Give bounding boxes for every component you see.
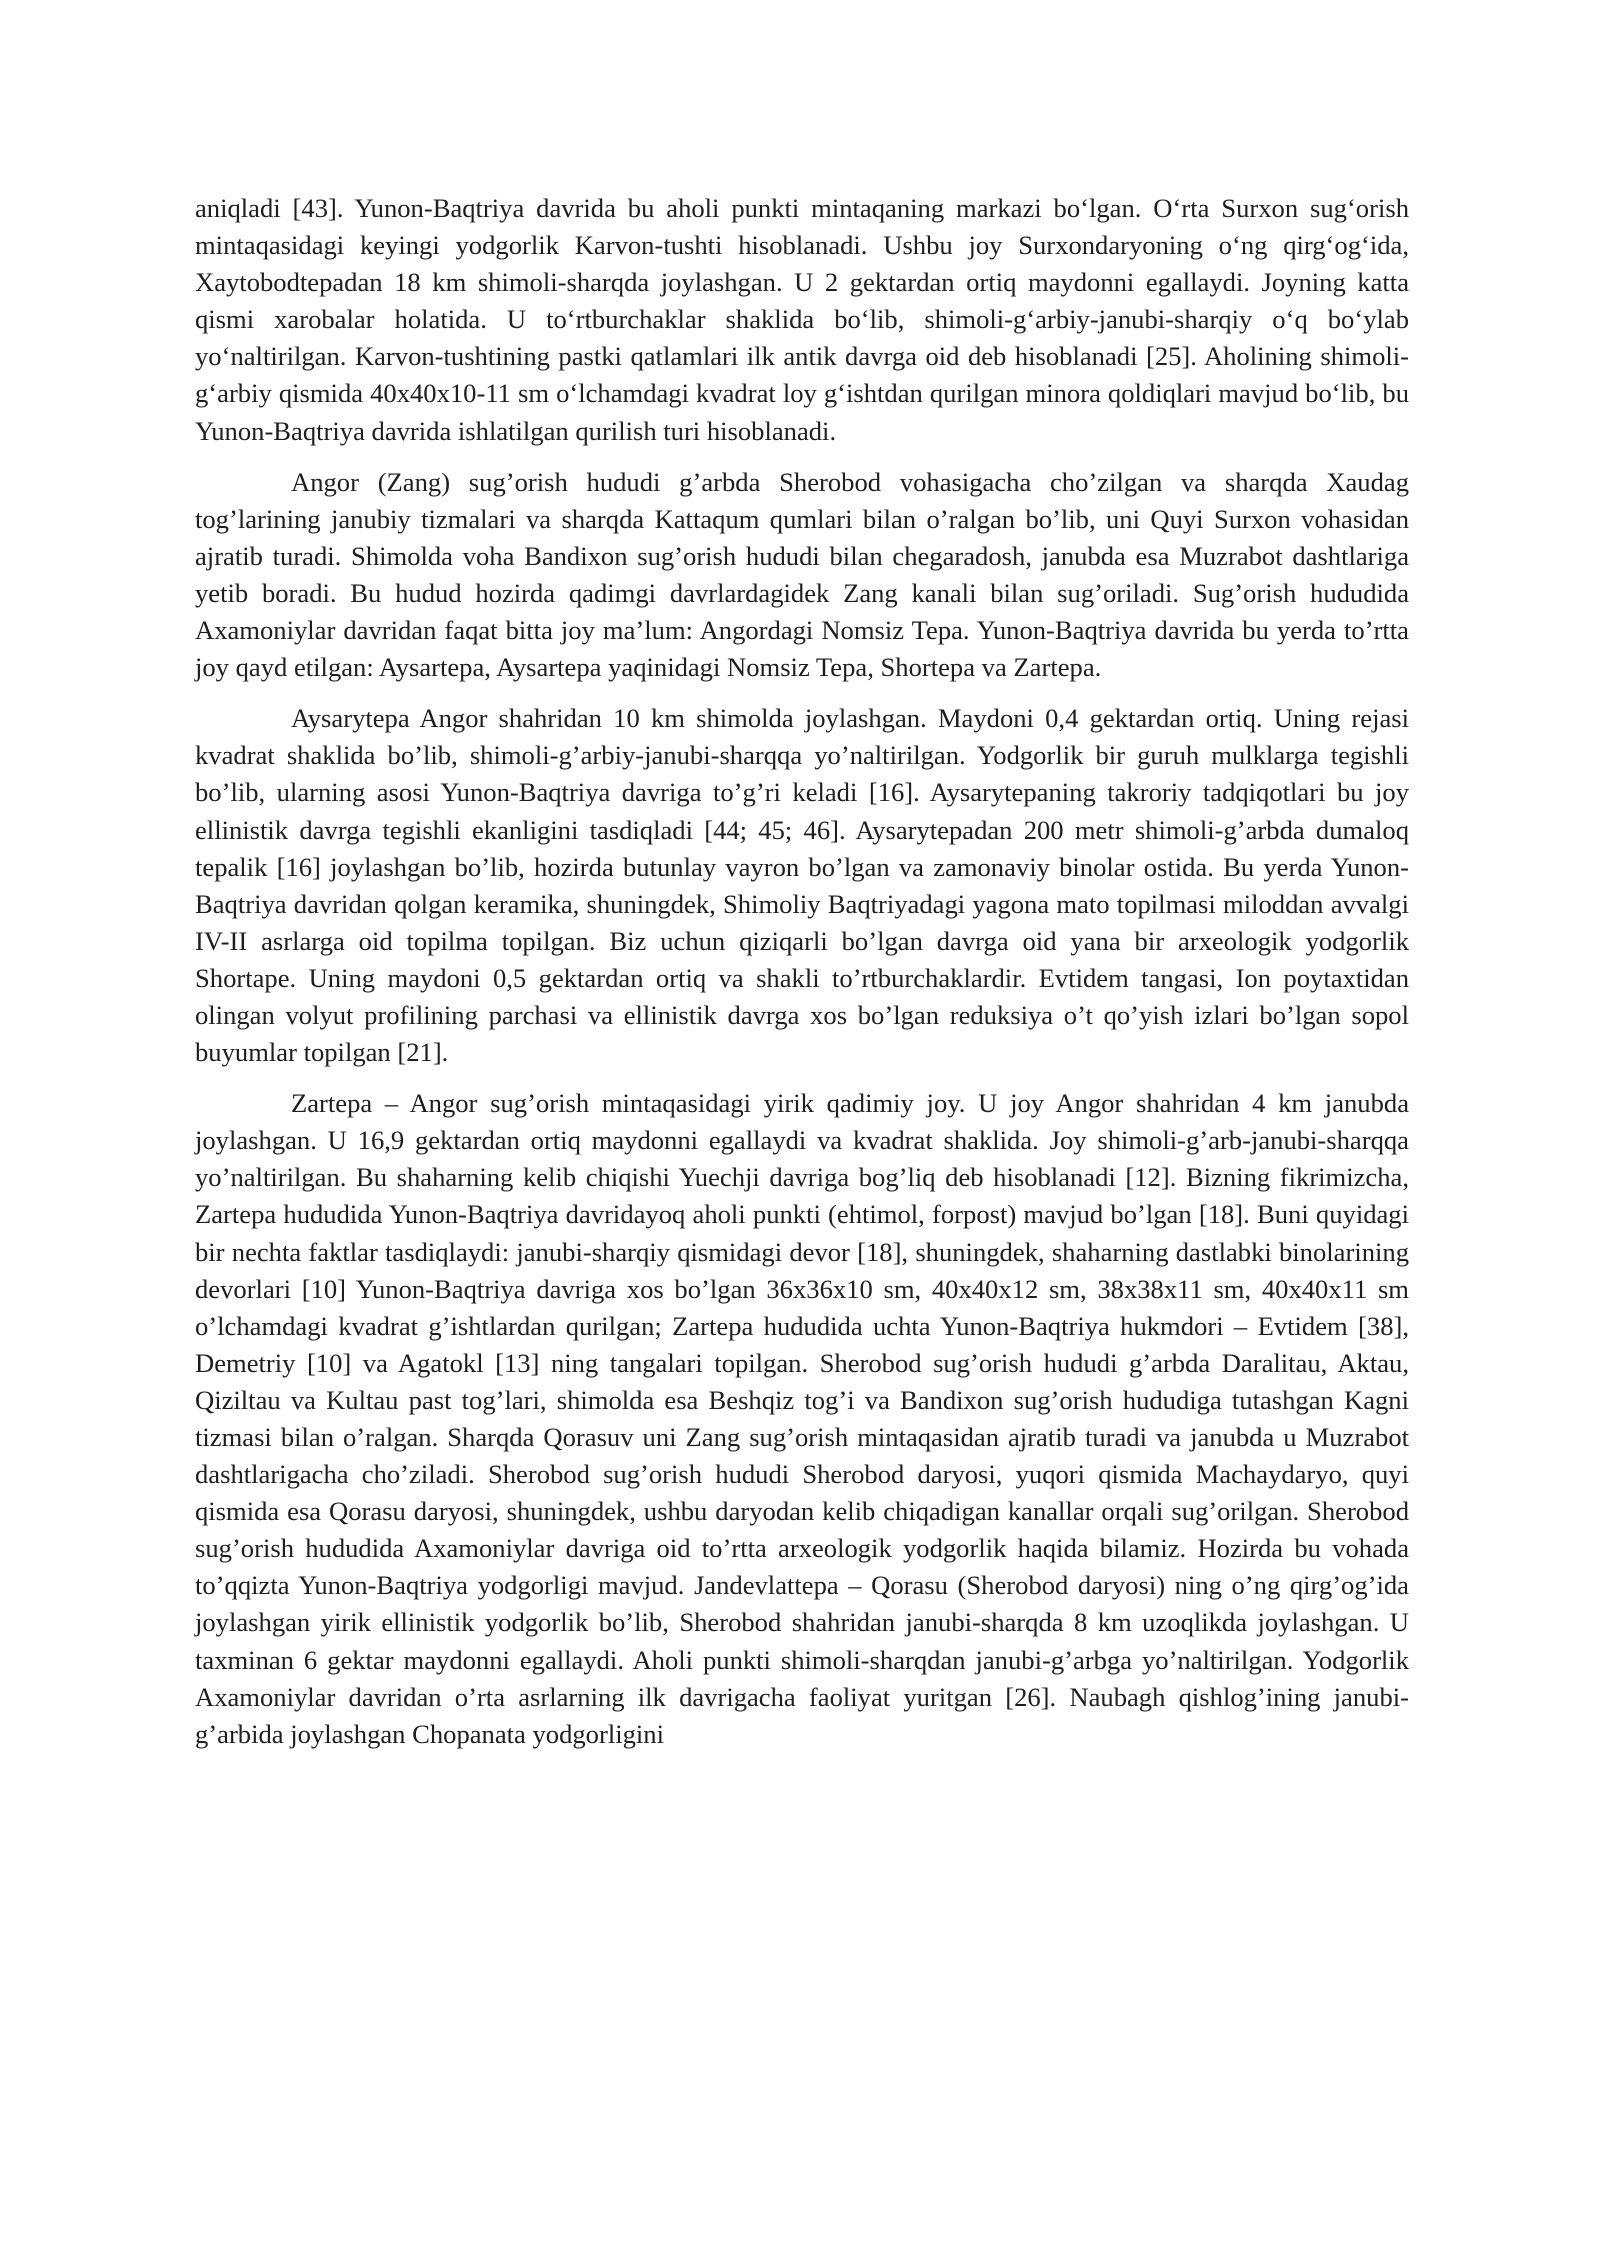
paragraph-3: Aysarytepa Angor shahridan 10 km shimolda joylashgan. Maydoni 0,4 gektardan ortiq. Uning rejasi kvadrat shaklida bo’lib, shimoli-g’arbiy-janubi-sharqqa yo’naltirilgan. Yodgorlik bir guruh mulklarga tegishli bo’lib, ularning asosi Yunon-Baqtriya davriga to’g’ri keladi [16]. Aysarytepaning takroriy tadqiqotlari bu joy ellinistik davrga tegishli ekanligini tasdiqladi [44; 45; 46]. Aysarytepadan 200 metr shimoli-g’arbda dumaloq tepalik [16] joylashgan bo’lib, hozirda butunlay vayron bo’lgan va zamonaviy binolar ostida. Bu yerda Yunon-Baqtriya davridan qolgan keramika, shuningdek, Shimoliy Baqtriyadagi yagona mato topilmasi miloddan avvalgi IV-II asrlarga oid topilma topilgan. Biz uchun qiziqarli bo’lgan davrga oid yana bir arxeologik yodgorlik Shortape. Uning maydoni 0,5 gektardan ortiq va shakli to’rtburchaklardir. Evtidem tangasi, Ion poytaxtidan olingan volyut profilining parchasi va ellinistik davrga xos bo’lgan reduksiya o’t qo’yish izlari bo’lgan sopol buyumlar topilgan [21].: [195, 703, 1409, 1068]
document-page: [195, 190, 1409, 1767]
paragraph-2: Angor (Zang) sug’orish hududi g’arbda Sherobod vohasigacha cho’zilgan va sharqda Xaudag tog’larining janubiy tizmalari va sharqda Kattaqum qumlari bilan o’ralgan bo’lib, uni Quyi Surxon vohasidan ajratib turadi. Shimolda voha Bandixon sug’orish hududi bilan chegaradosh, janubda esa Muzrabot dashtlariga yetib boradi. Bu hudud hozirda qadimgi davrlardagidek Zang kanali bilan sug’oriladi. Sug’orish hududida Axamoniylar davridan faqat bitta joy ma’lum: Angordagi Nomsiz Tepa. Yunon-Baqtriya davrida bu yerda to’rtta joy qayd etilgan: Aysartepa, Aysartepa yaqinidagi Nomsiz Tepa, Shortepa va Zartepa.: [195, 466, 1409, 683]
paragraph-1: aniqladi [43]. Yunon-Baqtriya davrida bu aholi punkti mintaqaning markazi bo‘lgan. O‘rta Surxon sug‘orish mintaqasidagi keyingi yodgorlik Karvon-tushti hisoblanadi. Ushbu joy Surxondaryoning o‘ng qirg‘og‘ida, Xaytobodtepadan 18 km shimoli-sharqda joylashgan. U 2 gektardan ortiq maydonni egallaydi. Joyning katta qismi xarobalar holatida. U to‘rtburchaklar shaklida bo‘lib, shimoli-g‘arbiy-janubi-sharqiy o‘q bo‘ylab yo‘naltirilgan. Karvon-tushtining pastki qatlamlari ilk antik davrga oid deb hisoblanadi [25]. Aholining shimoli-g‘arbiy qismida 40x40x10-11 sm o‘lchamdagi kvadrat loy g‘ishtdan qurilgan minora qoldiqlari mavjud bo‘lib, bu Yunon-Baqtriya davrida ishlatilgan qurilish turi hisoblanadi.: [195, 193, 1409, 446]
paragraph-4: Zartepa – Angor sug’orish mintaqasidagi yirik qadimiy joy. U joy Angor shahridan 4 km janubda joylashgan. U 16,9 gektardan ortiq maydonni egallaydi va kvadrat shaklida. Joy shimoli-g’arb-janubi-sharqqa yo’naltirilgan. Bu shaharning kelib chiqishi Yuechji davriga bog’liq deb hisoblanadi [12]. Bizning fikrimizcha, Zartepa hududida Yunon-Baqtriya davridayoq aholi punkti (ehtimol, forpost) mavjud bo’lgan [18]. Buni quyidagi bir nechta faktlar tasdiqlaydi: janubi-sharqiy qismidagi devor [18], shuningdek, shaharning dastlabki binolarining devorlari [10] Yunon-Baqtriya davriga xos bo’lgan 36x36x10 sm, 40x40x12 sm, 38x38x11 sm, 40x40x11 sm o’lchamdagi kvadrat g’ishtlardan qurilgan; Zartepa hududida uchta Yunon-Baqtriya hukmdori – Evtidem [38], Demetriy [10] va Agatokl [13] ning tangalari topilgan. Sherobod sug’orish hududi g’arbda Daralitau, Aktau, Qiziltau va Kultau past tog’lari, shimolda esa Beshqiz tog’i va Bandixon sug’orish hududiga tutashgan Kagni tizmasi bilan o’ralgan. Sharqda Qorasuv uni Zang sug’orish mintaqasidan ajratib turadi va janubda u Muzrabot dashtlarigacha cho’ziladi. Sherobod sug’orish hududi Sherobod daryosi, yuqori qismida Machaydaryo, quyi qismida esa Qorasu daryosi, shuningdek, ushbu daryodan kelib chiqadigan kanallar orqali sug’orilgan. Sherobod sug’orish hududida Axamoniylar davriga oid to’rtta arxeologik yodgorlik haqida bilamiz. Hozirda bu vohada to’qqizta Yunon-Baqtriya yodgorligi mavjud. Jandevlattepa – Qorasu (Sherobod daryosi) ning o’ng qirg’og’ida joylashgan yirik ellinistik yodgorlik bo’lib, Sherobod shahridan janubi-sharqda 8 km uzoqlikda joylashgan. U taxminan 6 gektar maydonni egallaydi. Aholi punkti shimoli-sharqdan janubi-g’arbga yo’naltirilgan. Yodgorlik Axamoniylar davridan o’rta asrlarning ilk davrigacha faoliyat yuritgan [26]. Naubagh qishlog’ining janubi-g’arbida joylashgan Chopanata yodgorligini: [195, 1088, 1409, 1749]
